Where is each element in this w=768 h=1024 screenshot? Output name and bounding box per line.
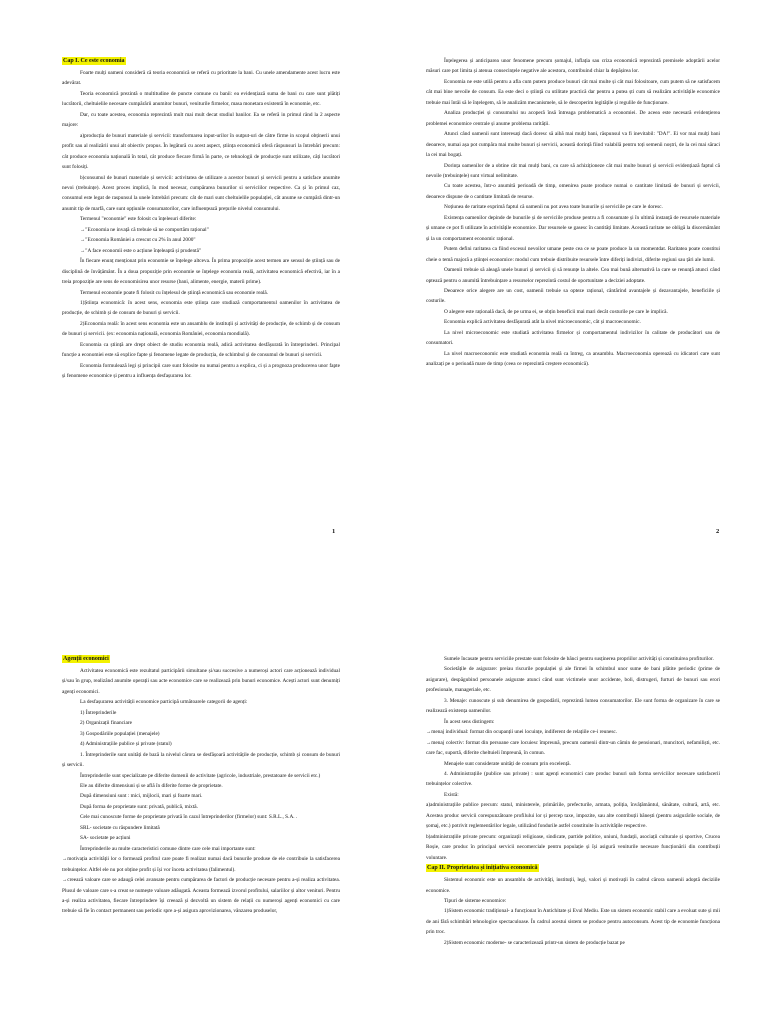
paragraph: Sumele încasate pentru serviciile prestate sunt folosite de bănci pentru susținerea propriilor activități și constituirea profiturilor. <box>444 656 714 662</box>
list-item: →"Economia României a crescut cu 2% în anul 2000" <box>80 237 196 244</box>
paragraph: Sistemul economic este un ansamblu de activități, instituții, legi, valori și motivații în cadrul cărora oamenii adoptă deciziile economice. <box>426 877 720 894</box>
paragraph: b)administrațiile private precum: organizații religioase, sindicate, partide politice, uniuni, fundații, asociații culturale și sportive, Crucea Roșie, care produc în principal servicii necomerciale pentru populație și își asigură veniturile necesare funcționării din contribuții voluntare. <box>426 833 720 861</box>
paragraph: Societățile de asigurare: preiau riscurile populației și ale firmei în schimbul unor sume de bani plătite periodic (prime de asigurare), despăgubind persoanele asigurate atunci când sunt victimele unor accidente, boli, distrugeri, furturi de bunuri sau erori profesionale, manageriale, etc. <box>426 666 720 694</box>
paragraph: Economia ca știință are drept obiect de studiu economia reală, adică activitatea desfășurată în întreprinderi. Principal funcție a economiei este să explice fapte și fenomene legate de producția, de schimbul și de consumul de bunuri și servicii. <box>62 341 340 359</box>
paragraph: 3. Menaje: cunoscute și sub denumirea de gospodării, reprezintă lumea consumatorilor. Ele sunt forma de organizare în care se realizează existența oamenilor. <box>426 697 720 715</box>
section-heading: Agenții economici <box>63 656 109 662</box>
paragraph: Dorința oamenilor de a obtine cât mai mulți bani, cu care să achiziționeze cât mai multe bunuri și servicii evidențiază faptul că nevoile (trebuințele) sunt virtual nelimitate. <box>426 162 720 179</box>
paragraph: a)producția de bunuri materiale și servicii: transformarea input-urilor în output-uri de către firme in scopul obținerii unui profit sau al realizării unui alt obiectiv propus. În legătură cu acest aspect, știința economică oferă răspunsuri la întrebări precum: cât produce economia națională în total, cât produce fiecare firmă în parte, ce tehnologii de producție sunt utilizate, căți lucrători sunt folosiți. <box>62 132 340 171</box>
paragraph: Menajele sunt considerate unități de consum prin excelență. <box>444 760 571 767</box>
paragraph: 2)Sistem economic moderne- se caracterizează printr-un sistem de producție bazat pe <box>444 939 625 946</box>
paragraph: Analiza producției și consumului nu acoperă însă întreaga problematică a economiei. De aceea este necesară evidențierea problemei economice centrale și anume problema rarității. <box>426 110 720 127</box>
paragraph: La nivel macroeconomic este studiată economia reală ca întreg, ca ansamblu. Macroeconomia operează cu idicatori care sunt analizați pe o perioadă mare de timp (ceea ce reprezintă creștere economică). <box>426 350 720 368</box>
paragraph: SA- societate pe acțiuni <box>80 835 131 842</box>
paragraph: Existența oamenilor depinde de bunurile și de serviciile produse pentru a fi consumate și în ultimă instanță de resursele materiale și umane ce pot fi utilizate în activitățile economice. Dar resursele se gasesc în cantități limitate. Această raritate ne obligă la discernământ și la un comportament economic rațional. <box>426 214 720 242</box>
paragraph: Cu toate acestea, într-o anumită perioadă de timp, omenirea poate produce numai o cantitate limitată de bunuri și servicii, deoarece dispune de o cantitate limitată de resurse. <box>426 183 720 200</box>
paragraph: Teoria economică prezintă o multitudine de puncte comune cu banii: ea evidențiază suma de bani cu care sunt plătiți lucrătorii, cheltuielile necesare cumpărării anumitor bunuri, veniturile firmelor, masa monetara existentă în economie, etc. <box>62 90 340 108</box>
paragraph: 1)Sistem economic tradițional- a funcționat în Antichitate și Evul Mediu. Este un sistem economic stabil care a evoluat sute și mii de ani fără schimbări tehnologice spectaculoase. În cadrul acestui sistem se produce pentru autoconsum. Acest tip de economie funcționa prin troc. <box>426 908 720 936</box>
list-item: 3) Gospodăriile populației (menajele) <box>80 730 160 737</box>
paragraph: Dar, cu toate acestea, economia reprezintă mult mai mult decat studiul banilor. Ea se referă in primul rând la 2 aspecte majore: <box>62 111 340 129</box>
page-2 <box>426 56 720 526</box>
paragraph: Întreprinderile au multe caracteristici comune dintre care cele mai importante sunt: <box>80 845 256 852</box>
page-number: 2 <box>716 528 720 535</box>
list-item: 2) Organizații financiare <box>80 720 132 727</box>
list-item: 4) Administrațiile publice și private (statul) <box>80 741 172 748</box>
page-1-body <box>62 68 340 382</box>
paragraph: 1)Știința economică: în acest sens, economia este știința care studiază comportamentul oamenilor în activitatea de producție, de schimb și de consum de bunuri și servicii. <box>62 299 340 317</box>
paragraph: b)consumul de bunuri materiale și servicii: activitatea de utilizare a acestor bunuri și servicii pentru a satisface anumite nevoi (trebuințe). Acest proces implică, în mod necesar, cumpărarea bunurilor si serviciilor respective. Ca și în primul caz, consumul este legat de raspunsul la unele întrebări precum: cât de mari sunt cheltuielile populației, cât anume se cumpără dintr-un anumit tip de marfă, care sunt opțiunile consumatorilor, care influențează prețurile nivelul consumului. <box>62 174 340 212</box>
paragraph: Noțiunea de raritate exprimă faptul că oamenii nu pot avea toate bunurile și serviciile pe care le doresc. <box>444 204 663 211</box>
paragraph: Înțelegerea și anticiparea unor fenomene precum șomajul, inflația sau criza economică reprezintă premisele adoptării acelor măsuri care pot limita și atenua consecințele negative ale acestora, contribuind chiar la depășirea lor. <box>426 58 720 75</box>
list-item: →menaj individual: format din ocupanții unei locuințe, indiferent de relațiile ce-i reunesc. <box>426 729 618 736</box>
paragraph: Economia formulează legi și principii care sunt folosite nu numai pentru a explica, ci și a prognoza producerea unor fapte și fenomene economice și pentru a influența desfașurarea lor. <box>62 362 340 380</box>
chapter-heading: Cap I. Ce este economia <box>63 58 125 64</box>
paragraph: Termenul "economie" este folosit cu înțelesuri diferite: <box>80 216 197 223</box>
page-4 <box>426 654 720 1024</box>
page-1 <box>62 56 340 516</box>
list-item: →menaj colectiv: format din persoane care locuiesc împreună, precum oamenii dintr-un cămin de pensionari, muncitori, nefamiliști, etc. care fac, suportă, diferite cheltuieli împreună, în comun. <box>426 739 720 757</box>
paragraph: Atunci când oamenii sunt interesați dacă doresc să aibă mai mulți bani, răspunsul va fi inevitabil: "DA!". Ei vor mai mulți bani deoarece, numai așa pot cumpăra mai multe bunuri și servicii, această dorință fiind valabilă pentru toți semenii noștri, de la cei mai săraci la cei mai bogați. <box>426 131 720 159</box>
paragraph: În acest sens distingem: <box>444 718 495 725</box>
page-number: 1 <box>332 528 336 535</box>
paragraph: Putem defini raritatea ca fiind excesul nevoilor umane peste cea ce se poate produce la un momentdat. Raritatea poate constitui cheie o temă majoră a științei economice: modul cum trebuie distribuite resursele între diferiți indivizi, diferite regiuni sau țări ale lumii. <box>426 246 720 263</box>
chapter-heading: Cap II. Proprietatea și inițiativa economică <box>427 865 538 872</box>
paragraph: În fiecare enunț menționat prin economie se înțelege altceva. În prima propoziție acest termen are sensul de știință sau de disciplină de învățământ. În a doua propoziție prin economie se înțelege economia reală, activitatea economică efectivă, iar în a treia propoziție are sens de economisirea unor resurse (bani, alimente, energie, materii prime). <box>62 258 340 286</box>
paragraph: Economia ne este utilă pentru a afla cum putem produce bunuri cât mai multe și cât mai folositoare, cum putem să ne satisfacem cât mai bine nevoile de consum. Ea este deci o știință cu utilitate practică dar pentru a putea ști cum să realizăm activitățile economice trebuie mai întâi să le înțelegem, să le analizăm mecanismele, să le descoperim legitățile și regulile de funcționare. <box>426 78 720 106</box>
list-item: →"Economia ne invață că trebuie să ne comportăm rațional" <box>80 226 209 233</box>
paragraph: La desfașurarea activității economice participă următoarele categorii de agenți: <box>80 699 248 706</box>
paragraph: Tipuri de sisteme economice: <box>444 897 507 904</box>
paragraph: După forma de proprietate sunt: privată, publică, mixtă. <box>80 803 198 810</box>
paragraph: După dimensiuni sunt : mici, mijlocii, mari și foarte mari. <box>80 793 203 800</box>
list-item: →motivația activității lor o formează profitul care poate fi realizat numai dacă bunurile produse de ele contribuie la satisfacerea trebuințelor. Altfel ele nu pot obține profit și își vor înceta activitatea (falimentul). <box>62 856 340 873</box>
paragraph: Există: <box>444 791 459 798</box>
paragraph: Activitatea economică este rezultatul participării simultane și/sau succesive a numeroși actori care acționează individual și/sau în grup, realizând anumite operații sau acte economice care se realizează prin bunuri economice. Acești actori sunt denumiți agenți economici. <box>62 668 340 695</box>
paragraph: 2)Economia reală: în acest sens economia este un ansamblu de instituții și activități de producție, de schimb și de consum de bunuri și servicii. (ex: economia națională, economia României, economia mondială). <box>62 320 340 338</box>
paragraph: La nivel microeconomic este studiată activitatea firmelor și comportamentul indivizilor în calitate de producători sau de consumatori. <box>426 329 720 347</box>
paragraph: 4. Administrațiile (publice sau private) : sunt agenți economici care produc bunuri sub forma serviciilor necesare satisfacerii trebuințelor colective. <box>426 770 720 788</box>
paragraph: SRL- societate cu răspundere limitată <box>80 824 160 831</box>
paragraph: Foarte mulți oameni consideră că teoria economică se referă cu prioritate la bani. Cu unele amendamente acest lucru este adevărat. <box>62 70 340 87</box>
paragraph: O alegere este rațională dacă, de pe urma ei, se obțin beneficii mai mari decât costurile pe care le implică. <box>444 308 668 315</box>
paragraph: Ele au diferite dimensiuni și se află în diferite forme de proprietate. <box>80 782 223 789</box>
paragraph: Oamenii trebuie să aleagă unele bunuri și servicii și să renunțe la altele. Cea mai bună alternativă la care se renunță atunci când optează pentru o anumită întrebuințare a resurselor reprezintă costul de oportunitate a deciziei adoptate. <box>426 267 720 284</box>
paragraph: Economia explică activitatea desfășurată atât la nivel microeconomic, cât și macroeconomic. <box>444 319 641 326</box>
paragraph: Deoarece orice alegere are un cost, oamenii trebuie sa opteze rațional, cântărind avantajele și dezavantajele, beneficiile și costurile. <box>426 287 720 305</box>
list-item: →"A face economii este o acțiune înțeleaptă și prudentă" <box>80 247 202 254</box>
paragraph: Termenul economie poate fi folosit cu înțelesul de știință economică sau economie reală. <box>80 289 269 296</box>
paragraph: a)administrațiile publice precum: statul, ministerele, primăriile, prefecturile, armata, poliția, învățământul, sănătate, cultură, artă, etc. Acestea produc servicii corespunzătoare profilului lor și percep taxe, impozite, sau alte contribuții bănești (pentru asigurările sociale, de șomaj, etc.) potrivit reglementărilor legale, utilizând fondurile astfel constituite în activitățile respective. <box>426 802 720 830</box>
list-item: →creează valoare care se adaugă celei avansate pentru cumpărarea de factori de producție necesare pentru a-și realiza activitatea. Plusul de valoare care s-a creat se numește valoare adăugată. Aceasta formează izvorul profitului, salariilor și altor venituri. Pentru a-și realiza activitatea, fiecare întreprindere își creează și dezvoltă un sistem de relații cu numeroși agenți economici cu care trebuie să fie în contact permanent sau periodic spre a-și asigura aprovizionarea, vânzarea produselor, <box>62 877 340 915</box>
paragraph: Întreprinderile sunt specializate pe diferite domenii de activitate (agricole, industriale, prestatoare de servicii etc.) <box>80 772 321 779</box>
paragraph: Cele mai cunoscute forme de proprietate privată în cazul întreprinderilor (firmelor) sunt: S.R.L., S.A. . <box>80 814 298 821</box>
list-item: 1) Întreprinderile <box>80 709 117 716</box>
page-3 <box>62 654 340 1024</box>
paragraph: 1. Întreprinderile sunt unități de bază la nivelul cărora se desfășoară activitățile de producție, schimb și consum de bunuri și servicii. <box>62 751 340 769</box>
